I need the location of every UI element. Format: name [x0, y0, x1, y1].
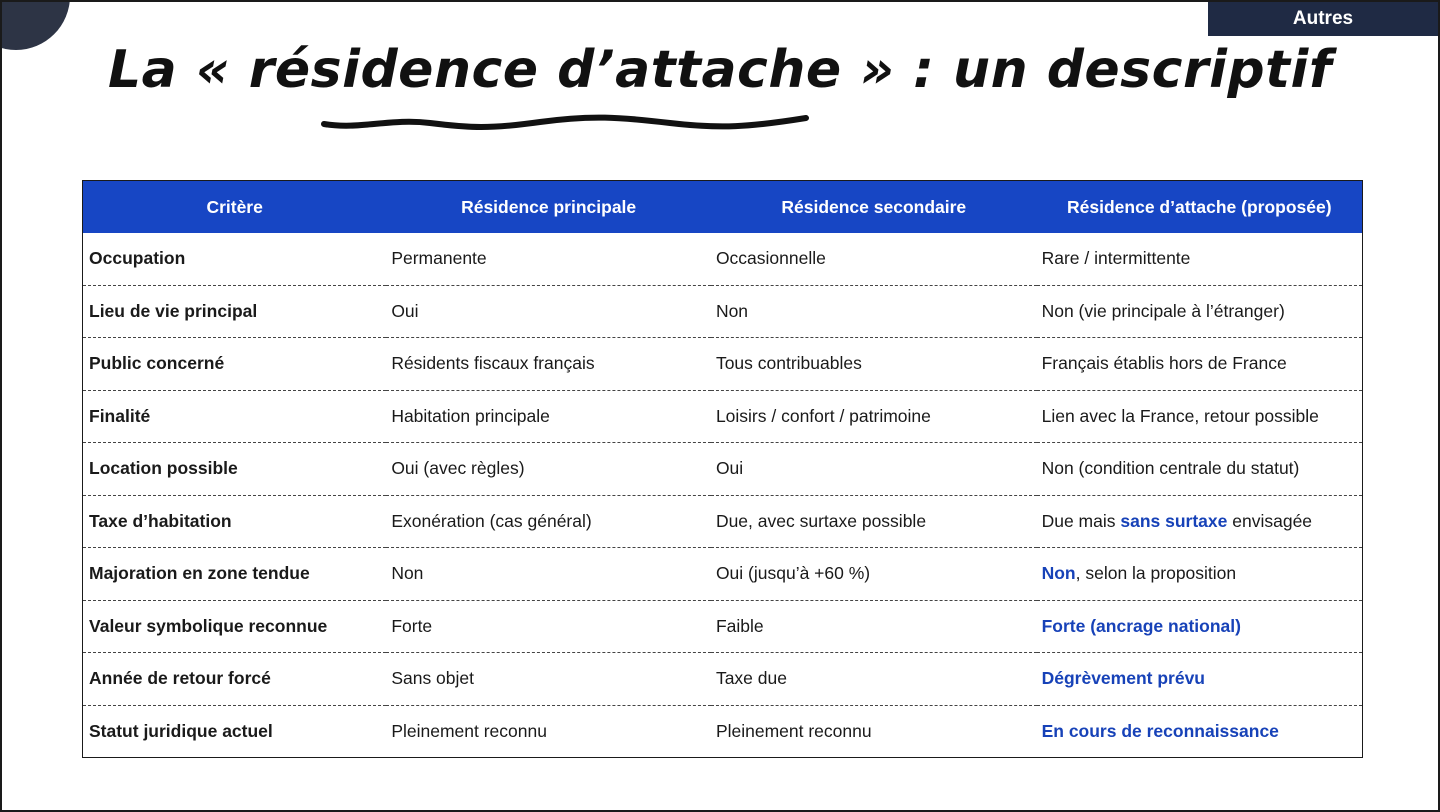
- cell-text: Rare / intermittente: [1041, 248, 1191, 269]
- cell-text: , selon la proposition: [1075, 563, 1237, 584]
- cell-text: Lien avec la France, retour possible: [1041, 405, 1319, 426]
- cell-text: Non (vie principale à l’étranger): [1041, 300, 1285, 321]
- row-criterion: Année de retour forcé: [83, 653, 387, 706]
- cell-attache: [1037, 443, 1363, 496]
- highlighted-text: Non: [1041, 563, 1076, 584]
- cell-principale: Pleinement reconnu: [386, 705, 711, 758]
- cell-attache: [1037, 653, 1363, 706]
- row-criterion: Location possible: [83, 443, 387, 496]
- cell-attache: [1037, 390, 1363, 443]
- cell-attache: [1037, 495, 1363, 548]
- cell-secondaire: Oui (jusqu’à +60 %): [711, 548, 1037, 601]
- cell-attache: [1037, 600, 1363, 653]
- cell-attache: [1037, 285, 1363, 338]
- cell-secondaire: Faible: [711, 600, 1037, 653]
- table-row: [83, 495, 1363, 548]
- cell-secondaire: Oui: [711, 443, 1037, 496]
- cell-attache: [1037, 338, 1363, 391]
- comparison-table: [82, 180, 1363, 758]
- highlighted-text: sans surtaxe: [1120, 510, 1228, 531]
- cell-text: Français établis hors de France: [1041, 353, 1287, 374]
- cell-principale: Oui (avec règles): [386, 443, 711, 496]
- table-row: [83, 600, 1363, 653]
- table-row: [83, 548, 1363, 601]
- title-underline-stroke: [320, 112, 810, 134]
- cell-text: Non (condition centrale du statut): [1041, 458, 1300, 479]
- highlighted-text: En cours de reconnaissance: [1041, 720, 1279, 741]
- cell-text: Due mais: [1041, 510, 1121, 531]
- row-criterion: Public concerné: [83, 338, 387, 391]
- row-criterion: Majoration en zone tendue: [83, 548, 387, 601]
- cell-attache: [1037, 705, 1363, 758]
- table-row: [83, 443, 1363, 496]
- column-header-principale: Résidence principale: [386, 181, 711, 234]
- table-row: [83, 705, 1363, 758]
- table-row: [83, 338, 1363, 391]
- row-criterion: Taxe d’habitation: [83, 495, 387, 548]
- row-criterion: Statut juridique actuel: [83, 705, 387, 758]
- table-row: [83, 653, 1363, 706]
- cell-principale: Exonération (cas général): [386, 495, 711, 548]
- table-header-row: [83, 181, 1363, 234]
- column-header-critere: Critère: [83, 181, 387, 234]
- cell-principale: Non: [386, 548, 711, 601]
- cell-secondaire: Taxe due: [711, 653, 1037, 706]
- cell-attache: [1037, 548, 1363, 601]
- table-row: [83, 390, 1363, 443]
- column-header-attache: Résidence d’attache (proposée): [1037, 181, 1363, 234]
- cell-principale: Résidents fiscaux français: [386, 338, 711, 391]
- row-criterion: Lieu de vie principal: [83, 285, 387, 338]
- column-header-secondaire: Résidence secondaire: [711, 181, 1037, 234]
- slide-title: La « résidence d’attache » : un descriptif: [108, 40, 1332, 100]
- category-tag: Autres: [1208, 2, 1438, 36]
- highlighted-text: Forte (ancrage national): [1041, 615, 1241, 636]
- cell-principale: Forte: [386, 600, 711, 653]
- cell-attache: [1037, 233, 1363, 285]
- cell-principale: Sans objet: [386, 653, 711, 706]
- row-criterion: Valeur symbolique reconnue: [83, 600, 387, 653]
- table-row: [83, 285, 1363, 338]
- cell-secondaire: Loisirs / confort / patrimoine: [711, 390, 1037, 443]
- cell-secondaire: Due, avec surtaxe possible: [711, 495, 1037, 548]
- row-criterion: Occupation: [89, 248, 186, 269]
- cell-secondaire: Non: [711, 285, 1037, 338]
- table-row: [83, 233, 1363, 285]
- cell-principale: Oui: [386, 285, 711, 338]
- cell-text: envisagée: [1227, 510, 1313, 531]
- cell-secondaire: Pleinement reconnu: [711, 705, 1037, 758]
- cell-principale: Permanente: [391, 248, 487, 269]
- cell-secondaire: Occasionnelle: [715, 248, 826, 269]
- row-criterion: Finalité: [83, 390, 387, 443]
- highlighted-text: Dégrèvement prévu: [1041, 668, 1205, 689]
- cell-secondaire: Tous contribuables: [711, 338, 1037, 391]
- cell-principale: Habitation principale: [386, 390, 711, 443]
